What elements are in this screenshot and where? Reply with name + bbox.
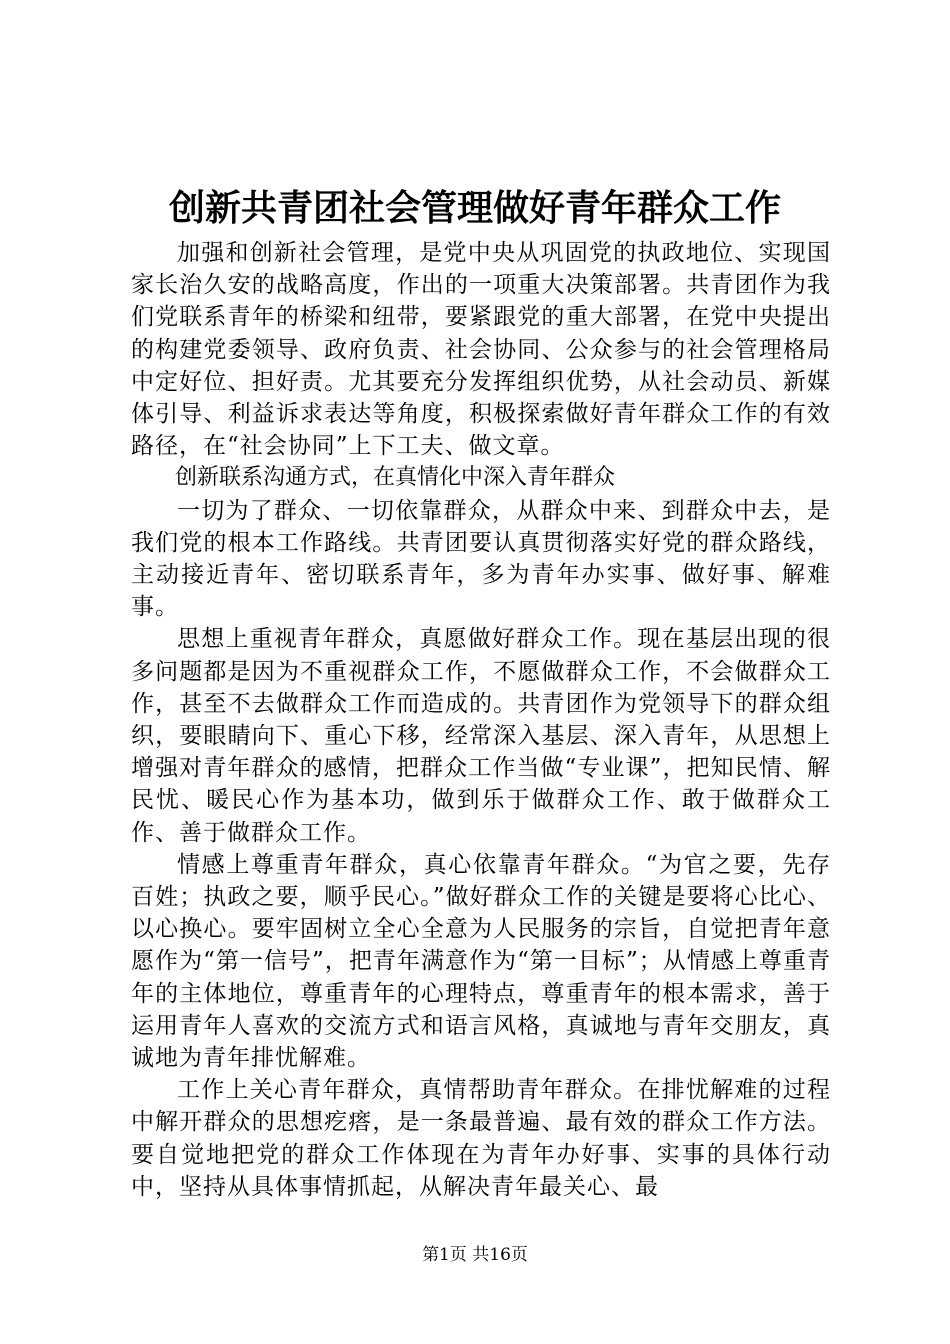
document-body — [131, 237, 831, 1203]
section-heading: 创新联系沟通方式，在真情化中深入青年群众 — [175, 465, 616, 491]
document-title: 创新共青团社会管理做好青年群众工作 — [168, 187, 781, 229]
paragraph-work: 工作上关心青年群众，真情帮助青年群众。在排忧解难的过程中解开群众的思想疙瘩，是一条最普遍、最有效的群众工作方法。要自觉地把党的群众工作体现在为青年办好事、实事的具体行动中，坚持从具体事情抓起，从解决青年最关心、最 — [131, 1077, 831, 1200]
paragraph-emotion: 情感上尊重青年群众，真心依靠青年群众。“为官之要，先存百姓；执政之要，顺乎民心。”做好群众工作的关键是要将心比心、以心换心。要牢固树立全心全意为人民服务的宗旨，自觉把青年意愿作为“第一信号”，把青年满意作为“第一目标”；从情感上尊重青年的主体地位，尊重青年的心理特点，尊重青年的根本需求，善于运用青年人喜欢的交流方式和语言风格，真诚地与青年交朋友，真诚地为青年排忧解难。 — [131, 851, 831, 1072]
page-footer: 第1页 共16页 — [422, 1245, 528, 1265]
paragraph-intro: 加强和创新社会管理，是党中央从巩固党的执政地位、实现国家长治久安的战略高度，作出的一项重大决策部署。共青团作为我们党联系青年的桥梁和纽带，要紧跟党的重大部署，在党中央提出的构建党委领导、政府负责、社会协同、公众参与的社会管理格局中定好位、担好责。尤其要充分发挥组织优势，从社会动员、新媒体引导、利益诉求表达等角度，积极探索做好青年群众工作的有效路径，在“社会协同”上下工夫、做文章。 — [131, 240, 831, 460]
paragraph-mass-line: 一切为了群众、一切依靠群众，从群众中来、到群众中去，是我们党的根本工作路线。共青团要认真贯彻落实好党的群众路线，主动接近青年、密切联系青年，多为青年办实事、做好事、解难事。 — [131, 497, 831, 621]
paragraph-thought: 思想上重视青年群众，真愿做好群众工作。现在基层出现的很多问题都是因为不重视群众工作，不愿做群众工作，不会做群众工作，甚至不去做群众工作而造成的。共青团作为党领导下的群众组织，要眼睛向下、重心下移，经常深入基层、深入青年，从思想上增强对青年群众的感情，把群众工作当做“专业课”，把知民情、解民忧、暖民心作为基本功，做到乐于做群众工作、敢于做群众工作、善于做群众工作。 — [131, 626, 831, 846]
